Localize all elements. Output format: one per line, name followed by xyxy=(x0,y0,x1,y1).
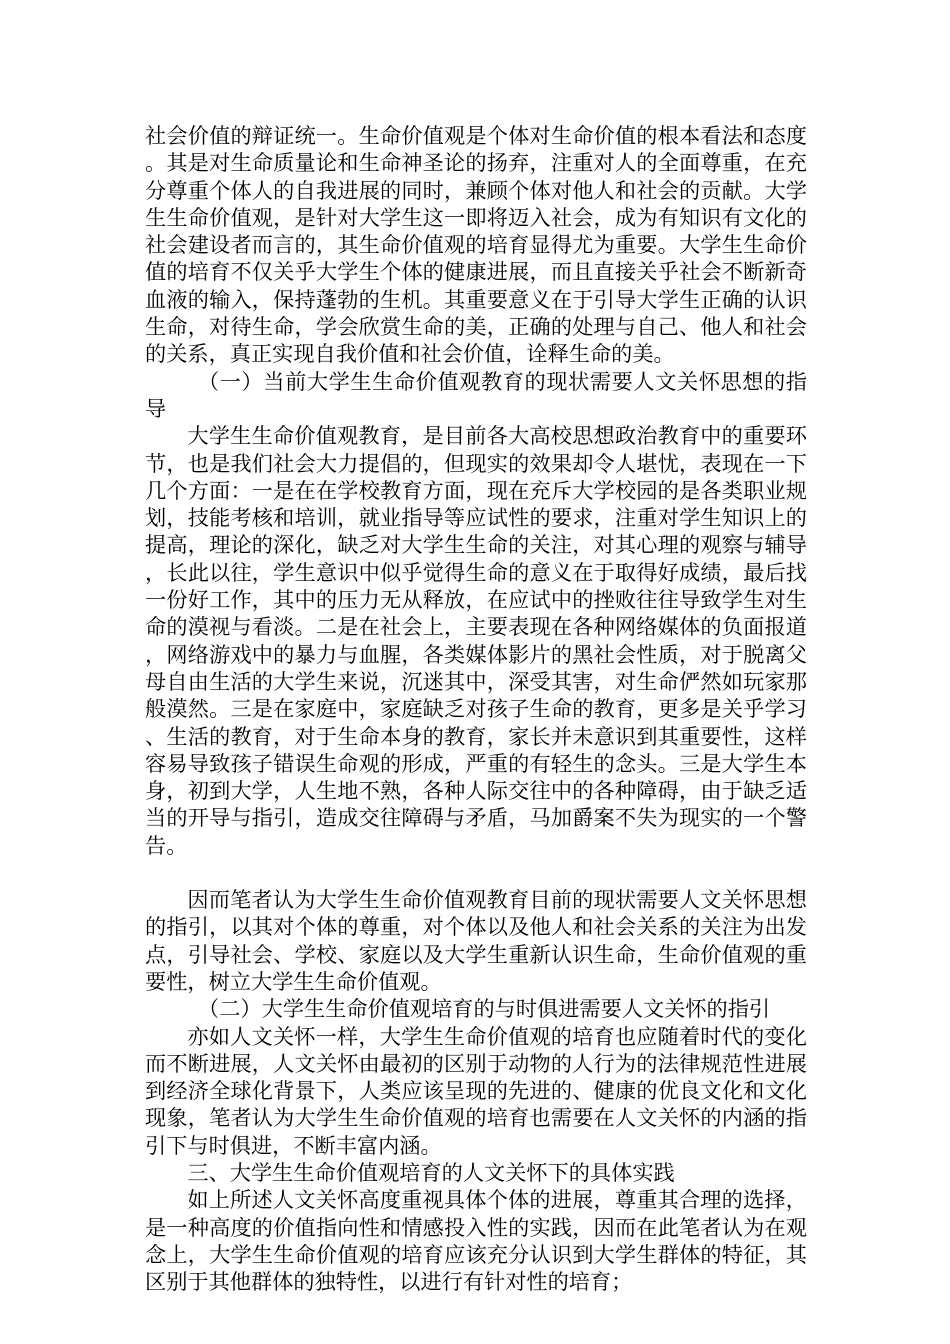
section-heading-3: 三、大学生生命价值观培育的人文关怀下的具体实践 xyxy=(187,1159,675,1185)
section-heading-1: （一）当前大学生生命价值观教育的现状需要人文关怀思想的指导 xyxy=(145,368,807,421)
section-heading-2: （二）大学生生命价值观培育的与时俱进需要人文关怀的指引 xyxy=(198,996,771,1022)
paragraph-gap xyxy=(145,859,807,886)
paragraph-intro: 社会价值的辩证统一。生命价值观是个体对生命价值的根本看法和态度。其是对生命质量论和生命神圣论的扬弃，注重对人的全面尊重，在充分尊重个体人的自我进展的同时，兼顾个体对他人和社会的贡献。大学生生命价值观，是针对大学生这一即将迈入社会，成为有知识有文化的社会建设者而言的，其生命价值观的培育显得尤为重要。大学生生命价值的培育不仅关乎大学生个体的健康进展，而且直接关乎社会不断新奇血液的输入，保持蓬勃的生机。其重要意义在于引导大学生正确的认识生命，对待生命，学会欣赏生命的美，正确的处理与自己、他人和社会的关系，真正实现自我价值和社会价值，诠释生命的美。 xyxy=(145,123,807,367)
document-body xyxy=(145,122,807,1295)
paragraph-current-status: 大学生生命价值观教育，是目前各大高校思想政治教育中的重要环节，也是我们社会大力提倡的，但现实的效果却令人堪忧，表现在一下几个方面：一是在在学校教育方面，现在充斥大学校园的是各类职业规划，技能考核和培训，就业指导等应试性的要求，注重对学生知识上的提高，理论的深化，缺乏对大学生生命的关注，对其心理的观察与辅导，长此以往，学生意识中似乎觉得生命的意义在于取得好成绩，最后找一份好工作，其中的压力无从释放，在应试中的挫败往往导致学生对生命的漠视与看淡。二是在社会上，主要表现在各种网络媒体的负面报道，网络游戏中的暴力与血腥，各类媒体影片的黑社会性质，对于脱离父母自由生活的大学生来说，沉迷其中，深受其害，对生命俨然如玩家那般漠然。三是在家庭中，家庭缺乏对孩子生命的教育，更多是关乎学习、生活的教育，对于生命本身的教育，家长并未意识到其重要性，这样容易导致孩子错误生命观的形成，严重的有轻生的念头。三是大学生本身，初到大学，人生地不熟，各种人际交往中的各种障碍，由于缺乏适当的开导与指引，造成交往障碍与矛盾，马加爵案不失为现实的一个警告。 xyxy=(145,423,807,858)
paragraph-practice: 如上所述人文关怀高度重视具体个体的进展，尊重其合理的选择，是一种高度的价值指向性和情感投入性的实践，因而在此笔者认为在观念上，大学生生命价值观的培育应该充分认识到大学生群体的特征，其区别于其他群体的独特性，以进行有针对性的培育； xyxy=(145,1187,807,1295)
paragraph-keep-pace: 亦如人文关怀一样，大学生生命价值观的培育也应随着时代的变化而不断进展，人文关怀由最初的区别于动物的人行为的法律规范性进展到经济全球化背景下，人类应该呈现的先进的、健康的优良文化和文化现象，笔者认为大学生生命价值观的培育也需要在人文关怀的内涵的指引下与时俱进，不断丰富内涵。 xyxy=(145,1023,807,1158)
paragraph-conclusion-1: 因而笔者认为大学生生命价值观教育目前的现状需要人文关怀思想的指引，以其对个体的尊重，对个体以及他人和社会关系的关注为出发点，引导社会、学校、家庭以及大学生重新认识生命，生命价值观的重要性，树立大学生生命价值观。 xyxy=(145,887,807,994)
